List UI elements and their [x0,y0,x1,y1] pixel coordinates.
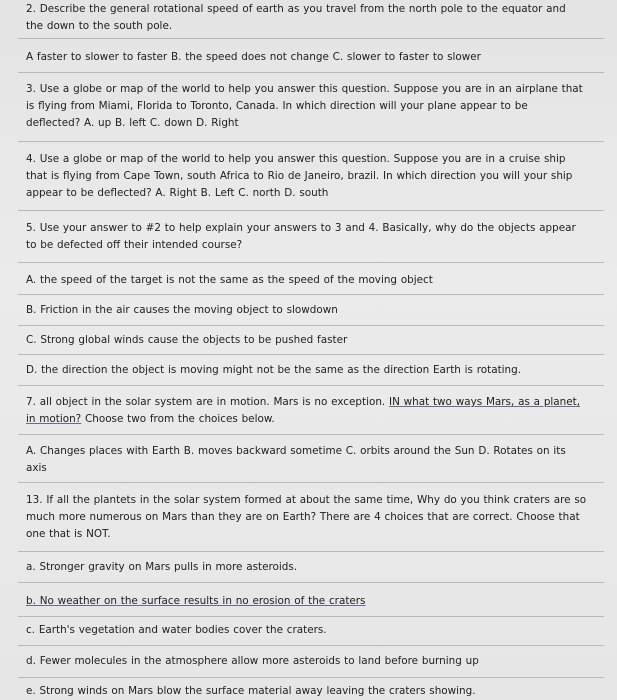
q5-choice-c: C. Strong global winds cause the objects to be pushed faster [26,334,348,346]
q2-choices: A faster to slower to faster B. the speed does not change C. slower to faster to slower [26,51,481,63]
divider [18,677,604,678]
q5-choice-d: D. the direction the object is moving might not be the same as the direction Earth is rotating. [26,364,522,376]
divider [18,38,604,39]
q13-question: 13. If all the plantets in the solar system formed at about the same time, Why do you think craters are so much more numerous on Mars than they are on Earth? There are 4 choices that are correct. Choose that one that is NOT. [26,494,587,540]
divider [18,551,604,552]
q5-choice-a: A. the speed of the target is not the same as the speed of the moving object [26,274,433,286]
q13-choice-e: e. Strong winds on Mars blow the surface material away leaving the craters showing. [26,685,476,697]
divider [18,72,604,73]
q3-question: 3. Use a globe or map of the world to help you answer this question. Suppose you are in an airplane that is flying from Miami, Florida to Toronto, Canada. In which direction will your plane appear to be deflected? A. up B. left C. down D. Right [26,83,583,129]
divider [18,434,604,435]
divider [18,294,604,295]
q7-choices: A. Changes places with Earth B. moves backward sometime C. orbits around the Sun D. Rotates on its axis [26,445,566,474]
divider [18,325,604,326]
q13-choice-b: b. No weather on the surface results in no erosion of the craters [26,595,366,607]
q13-choice-c: c. Earth's vegetation and water bodies cover the craters. [26,624,327,636]
q7-question-end: Choose two from the choices below. [81,413,275,425]
q5-question: 5. Use your answer to #2 to help explain your answers to 3 and 4. Basically, why do the objects appear to be defected off their intended course? [26,222,576,251]
divider [18,354,604,355]
divider [18,616,604,617]
divider [18,141,604,142]
q13-choice-d: d. Fewer molecules in the atmosphere allow more asteroids to land before burning up [26,655,479,667]
divider [18,482,604,483]
q2-question: 2. Describe the general rotational speed of earth as you travel from the north pole to the equator and the down to the south pole. [26,3,566,32]
q7-question-start: 7. all object in the solar system are in motion. Mars is no exception. [26,396,390,408]
divider [18,210,604,211]
divider [18,385,604,386]
divider [18,582,604,583]
q7-question-underlined: IN what two ways Mars, as a planet, in motion? [26,396,581,425]
q13-choice-a: a. Stronger gravity on Mars pulls in more asteroids. [26,561,298,573]
q5-choice-b: B. Friction in the air causes the moving object to slowdown [26,304,338,316]
q7-question [26,394,601,428]
divider [18,645,604,646]
q4-question: 4. Use a globe or map of the world to help you answer this question. Suppose you are in a cruise ship that is flying from Cape Town, south Africa to Rio de Janeiro, brazil. In which direction you will your ship appear to be deflected? A. Right B. Left C. north D. south [26,153,573,199]
divider [18,262,604,263]
